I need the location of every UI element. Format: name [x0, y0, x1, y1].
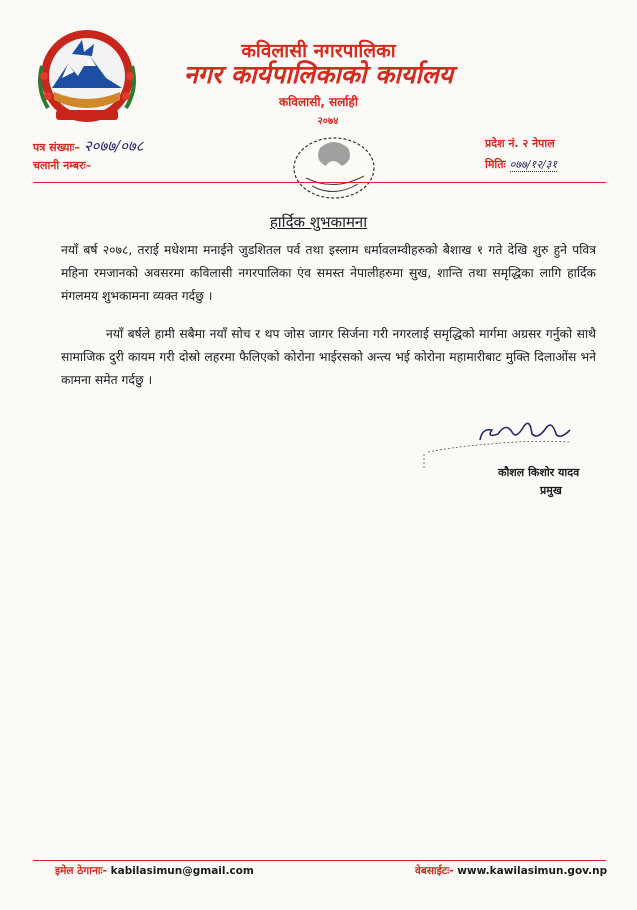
office-name: नगर कार्यपालिकाको कार्यालय: [183, 60, 454, 89]
chalani-label: चलानी नम्बरः–: [33, 159, 92, 172]
municipality-name: कविलासी नगरपालिका: [241, 40, 396, 62]
body-paragraph-2: नयाँ बर्षले हामी सबैमा नयाँ सोच र थप जोस जागर सिर्जना गरी नगरलाई समृद्धिको मार्गमा अग्रसर गर्नुको साथै सामाजिक दुरी कायम गरी दोस्रो लहरमा फैलिएको कोरोना भाईरसको अन्त्य भई कोरोना महामारीबाट मुक्ति दिलाओंस भने कामना समेत गर्दछु ।: [61, 327, 596, 387]
footer-website: [415, 864, 607, 878]
email-label: इमेल ठेगानाः-: [55, 865, 107, 877]
patra-sankhya: [33, 136, 143, 156]
email-address[interactable]: kabilasimun@gmail.com: [110, 865, 254, 877]
letter-title: हार्दिक शुभकामना: [269, 213, 368, 231]
date: [485, 157, 557, 172]
patra-value: २०७७/०७८: [83, 137, 144, 155]
establishment-year: २०७४: [317, 116, 339, 127]
office-address: कविलासी, सर्लाही: [278, 95, 359, 109]
chalani-number: [33, 158, 91, 173]
office-stamp: [282, 130, 382, 210]
province: प्रदेश नं. २ नेपाल: [485, 137, 555, 150]
header-divider: [33, 182, 606, 183]
website-link[interactable]: www.kawilasimun.gov.np: [457, 865, 608, 877]
signature: [420, 410, 590, 470]
date-label: मितिः: [485, 158, 506, 171]
footer-email: [55, 864, 254, 878]
website-label: वेबसाईटः-: [415, 865, 454, 877]
body-paragraph-1: नयाँ बर्ष २०७८, तराई मधेशमा मनाईने जुडशितल पर्व तथा इस्लाम धर्मावलम्वीहरुको बैशाख १ गते देखि शुरु हुने पवित्र महिना रमजानको अवसरमा कविलासी नगरपालिका एंव समस्त नेपालीहरुमा सुख, शान्ति तथा समृद्धिका लागि हार्दिक मंगलमय शुभकामना व्यक्त गर्दछु ।: [61, 243, 596, 303]
date-value: ०७७/१२/३१: [509, 158, 558, 171]
signatory-name: कौशल किशोर यादव: [498, 466, 580, 479]
signatory-designation: प्रमुख: [540, 484, 562, 497]
patra-label: पत्र संख्याः–: [33, 141, 80, 154]
footer-divider: [33, 860, 606, 861]
